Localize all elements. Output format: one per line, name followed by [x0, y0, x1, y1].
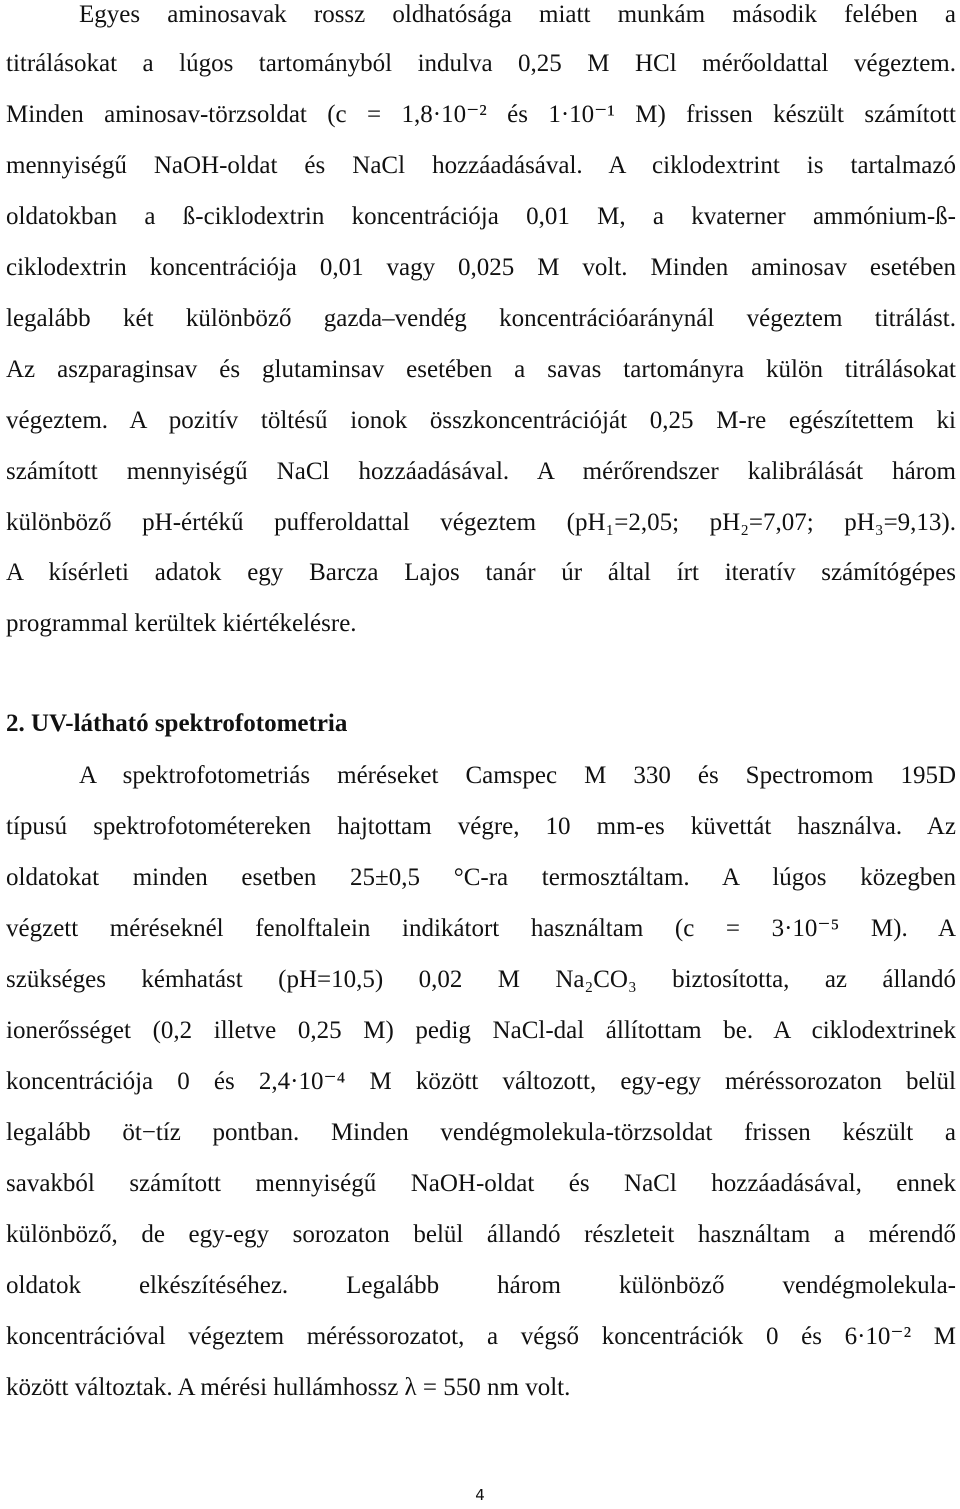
paragraph-line: ionerősséget (0,2 illetve 0,25 M) pedig NaCl-dal állítottam be. A ciklodextrinek	[6, 1017, 956, 1044]
paragraph-line: ciklodextrin koncentrációja 0,01 vagy 0,025 M volt. Minden aminosav esetében	[6, 254, 956, 281]
paragraph-line: Az aszparaginsav és glutaminsav esetében a savas tartományra külön titrálásokat	[6, 356, 956, 383]
paragraph-line: számított mennyiségű NaCl hozzáadásával. A mérőrendszer kalibrálását három	[6, 458, 956, 485]
paragraph-line: oldatokban a ß-ciklodextrin koncentrációja 0,01 M, a kvaterner ammónium-ß-	[6, 203, 956, 230]
paragraph-line: legalább öt−tíz pontban. Minden vendégmolekula-törzsoldat frissen készült a	[6, 1119, 956, 1146]
paragraph-line: Egyes aminosavak rossz oldhatósága miatt munkám második felében a	[79, 1, 956, 28]
paragraph-line: titrálásokat a lúgos tartományból indulva 0,25 M HCl mérőoldattal végeztem.	[6, 50, 956, 77]
page-number: 4	[475, 1486, 485, 1504]
paragraph-line: A kísérleti adatok egy Barcza Lajos tanár úr által írt iteratív számítógépes	[6, 559, 956, 586]
paragraph-line: Minden aminosav-törzsoldat (c = 1,8·10⁻² és 1·10⁻¹ M) frissen készült számított	[6, 101, 956, 128]
paragraph-line: különböző pH-értékű pufferoldattal végeztem (pH₁=2,05; pH₂=7,07; pH₃=9,13).	[6, 509, 956, 536]
paragraph-line: különböző, de egy-egy sorozaton belül állandó részleteit használtam a mérendő	[6, 1221, 956, 1248]
paragraph-line: programmal kerültek kiértékelésre.	[6, 610, 357, 637]
paragraph-line: szükséges kémhatást (pH=10,5) 0,02 M Na₂CO₃ biztosította, az állandó	[6, 966, 956, 993]
paragraph-line: savakból számított mennyiségű NaOH-oldat és NaCl hozzáadásával, ennek	[6, 1170, 956, 1197]
paragraph-line: mennyiségű NaOH-oldat és NaCl hozzáadásával. A ciklodextrint is tartalmazó	[6, 152, 956, 179]
paragraph-line: végzett méréseknél fenolftalein indikátort használtam (c = 3·10⁻⁵ M). A	[6, 915, 956, 942]
paragraph-line: típusú spektrofotométereken hajtottam végre, 10 mm-es küvettát használva. Az	[6, 813, 956, 840]
paragraph-line: koncentrációja 0 és 2,4·10⁻⁴ M között változott, egy-egy méréssorozaton belül	[6, 1068, 956, 1095]
paragraph-line: oldatokat minden esetben 25±0,5 °C-ra termosztáltam. A lúgos közegben	[6, 864, 956, 891]
paragraph-line: végeztem. A pozitív töltésű ionok összkoncentrációját 0,25 M-re egészítettem ki	[6, 407, 956, 434]
paragraph-line: A spektrofotometriás méréseket Camspec M 330 és Spectromom 195D	[79, 762, 956, 789]
paragraph-line: koncentrációval végeztem méréssorozatot, a végső koncentrációk 0 és 6·10⁻² M	[6, 1323, 956, 1350]
paragraph-line: oldatok elkészítéséhez. Legalább három különböző vendégmolekula-	[6, 1272, 956, 1299]
section-heading: 2. UV-látható spektrofotometria	[6, 710, 348, 737]
paragraph-line: legalább két különböző gazda–vendég koncentrációaránynál végeztem titrálást.	[6, 305, 956, 332]
paragraph-line: között változtak. A mérési hullámhossz λ = 550 nm volt.	[6, 1374, 571, 1401]
